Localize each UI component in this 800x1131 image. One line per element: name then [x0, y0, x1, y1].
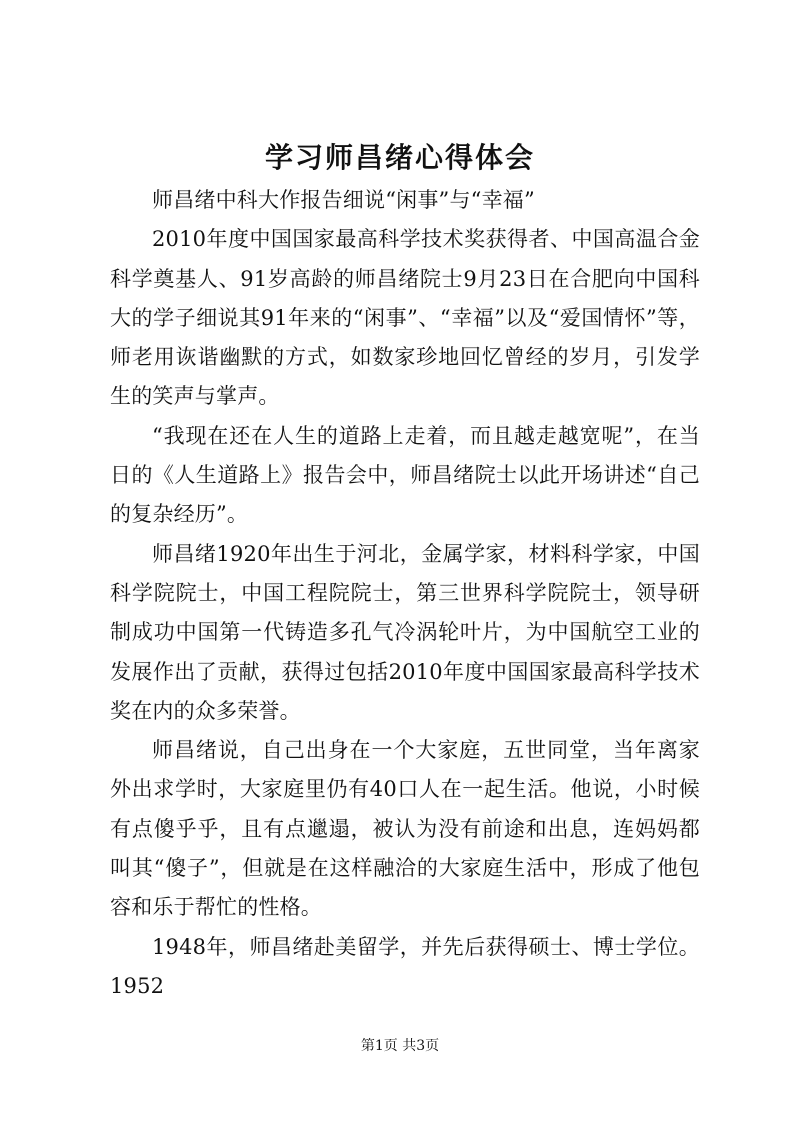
page-number-footer: 第1页 共3页: [360, 1038, 440, 1054]
paragraph-award-intro: 2010年度中国国家最高科学技术奖获得者、中国高温合金科学奠基人、91岁高龄的师昌绪院士9月23日在合肥向中国科大的学子细说其91年来的“闲事”、“幸福”以及“爱国情怀”等，师老用诙谐幽默的方式，如数家珍地回忆曾经的岁月，引发学生的笑声与掌声。: [110, 227, 700, 409]
paragraph-study-abroad: 1948年，师昌绪赴美留学，并先后获得硕士、博士学位。1952: [110, 934, 700, 998]
document-body: [110, 181, 700, 1006]
document-title: 学习师昌绪心得体会: [264, 141, 535, 174]
paragraph-opening-quote: “我现在还在人生的道路上走着，而且越走越宽呢”，在当日的《人生道路上》报告会中，师昌绪院士以此开场讲述“自己的复杂经历”。: [110, 423, 700, 527]
paragraph-family: 师昌绪说，自己出身在一个大家庭，五世同堂，当年离家外出求学时，大家庭里仍有40口人在一起生活。他说，小时候有点傻乎乎，且有点邋遢，被认为没有前途和出息，连妈妈都叫其“傻子”，但就是在这样融洽的大家庭生活中，形成了他包容和乐于帮忙的性格。: [110, 738, 700, 920]
paragraph-biography: 师昌绪1920年出生于河北，金属学家，材料科学家，中国科学院院士，中国工程院院士，第三世界科学院院士，领导研制成功中国第一代铸造多孔气冷涡轮叶片，为中国航空工业的发展作出了贡献，获得过包括2010年度中国国家最高科学技术奖在内的众多荣誉。: [110, 541, 700, 723]
paragraph-subtitle: 师昌绪中科大作报告细说“闲事”与“幸福”: [152, 188, 535, 212]
